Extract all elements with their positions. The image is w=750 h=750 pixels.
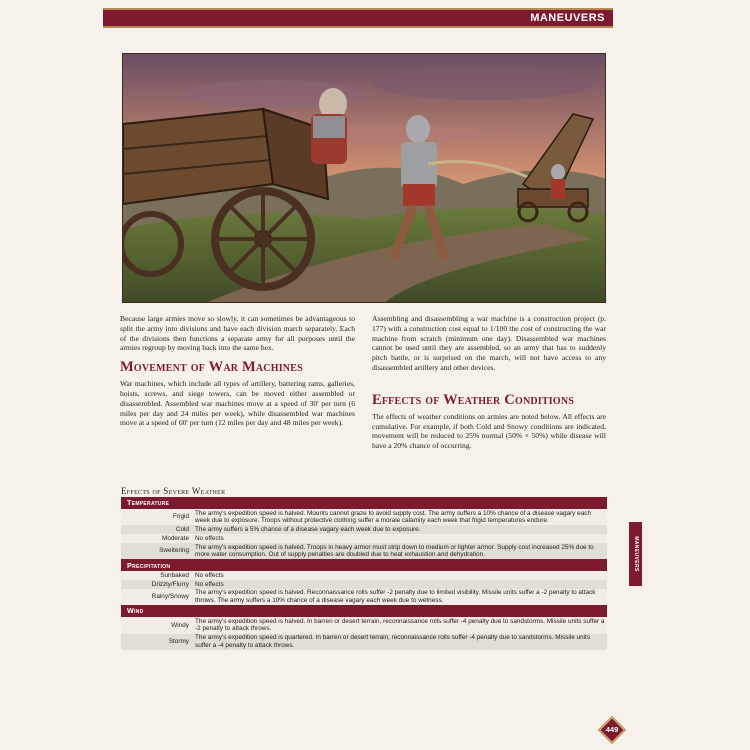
category-row-wind <box>121 605 607 617</box>
table-row <box>121 525 607 534</box>
condition-cell: Rainy/Snowy <box>121 589 193 605</box>
condition-cell: Stormy <box>121 634 193 650</box>
effect-cell: The army's expedition speed is quartered. In barren or desert terrain, reconnaissance rolls suffer -4 penalty due to sandstorms. Missile units suffer a -4 penalty to attack throws. <box>193 634 607 650</box>
page-number: 449 <box>605 725 619 734</box>
condition-cell: Sunbaked <box>121 571 193 580</box>
table-row <box>121 543 607 559</box>
war-machine-movement-paragraph: War machines, which include all types of artillery, battering rams, galleries, hoists, screws, and siege towers, can be moved either assembled or disassembled. Assembled war machines move at a speed of 30' per turn (6 miles per day and 24 miles per week), while disassembled war machines move at a speed of 60' per turn (12 miles per day and 48 miles per week). <box>120 379 355 428</box>
effect-cell: The army's expedition speed is halved. Mounts cannot graze to avoid supply cost. The army suffers a 10% chance of a disease vagary each week due to exposure. Troops without protective clothing suffer a morale calamity each week that frigid temperatures endure. <box>193 509 607 525</box>
category-row-precipitation <box>121 559 607 571</box>
right-column <box>372 314 606 453</box>
category-label: Wind <box>127 606 144 616</box>
condition-cell: Moderate <box>121 534 193 543</box>
assembly-paragraph: Assembling and disassembling a war machine is a construction project (p. 177) with a construction cost equal to 1/100 the cost of constructing the war machine from scratch (minimum one day). Disassembled war machines cannot be used until they are assembled, so an army that has to suddenly pitch battle, or is surprised on the march, will not have access to any disassembled artillery and other devices. <box>372 314 606 372</box>
table-caption: Effects of Severe Weather <box>121 486 226 496</box>
effect-cell: The army's expedition speed is halved. In barren or desert terrain, reconnaissance rolls suffer -4 penalty due to sandstorms. Missile units suffer a -2 penalty to attack throws. <box>193 617 607 633</box>
division-march-paragraph: Because large armies move so slowly, it can sometimes be advantageous to split the army into divisions and have each division march separately. Each of the divisions then functions a separate army for all purposes until the armies regroup by moving back into the same hex. <box>120 314 355 353</box>
weather-effects-paragraph: The effects of weather conditions on armies are noted below. All effects are cumulative. For example, if both Cold and Snowy conditions are indicated, movement will be reduced to 25% normal (50% × 50%) while disease will have a 20% chance of occurring. <box>372 411 606 451</box>
legionaries-war-machine-illustration <box>122 53 606 303</box>
effect-cell: No effects <box>193 534 607 543</box>
condition-cell: Frigid <box>121 509 193 525</box>
left-column <box>120 314 355 430</box>
effect-cell: The army's expedition speed is halved. Reconnaissance rolls suffer -2 penalty due to limited visibility. Missile units suffer a -2 penalty to attack throws. The army suffers a 10% chance of a disease vagary each week due to wetness. <box>193 589 607 605</box>
table-row <box>121 580 607 589</box>
table-row <box>121 589 607 605</box>
table-row <box>121 509 607 525</box>
chapter-title: MANEUVERS <box>530 12 605 24</box>
condition-cell: Windy <box>121 617 193 633</box>
chapter-side-tab <box>629 522 642 586</box>
table-row <box>121 534 607 543</box>
condition-cell: Sweltering <box>121 543 193 559</box>
category-label: Precipitation <box>127 560 171 570</box>
condition-cell: Drizzly/Flurry <box>121 580 193 589</box>
effect-cell: No effects <box>193 580 607 589</box>
effect-cell: No effects <box>193 571 607 580</box>
table-row <box>121 617 607 633</box>
effect-cell: The army's expedition speed is halved. Troops in heavy armor must strip down to medium or lighter armor. Supply cost increased 25% due to more water consumption. Out of supply penalties are doubled due to heat exhaustion and dehydration. <box>193 543 607 559</box>
movement-of-war-machines-heading: Movement of War Machines <box>120 359 303 376</box>
side-tab-label: MANEUVERS <box>632 536 639 572</box>
severe-weather-table <box>121 497 607 650</box>
table-row <box>121 571 607 580</box>
effect-cell: The army suffers a 5% chance of a disease vagary each week due to exposure. <box>193 525 607 534</box>
table-row <box>121 634 607 650</box>
category-label: Temperature <box>127 498 170 508</box>
header-band <box>103 8 613 28</box>
condition-cell: Cold <box>121 525 193 534</box>
effects-of-weather-heading: Effects of Weather Conditions <box>372 391 575 408</box>
category-row-temperature <box>121 497 607 509</box>
page-number-badge <box>597 715 627 745</box>
